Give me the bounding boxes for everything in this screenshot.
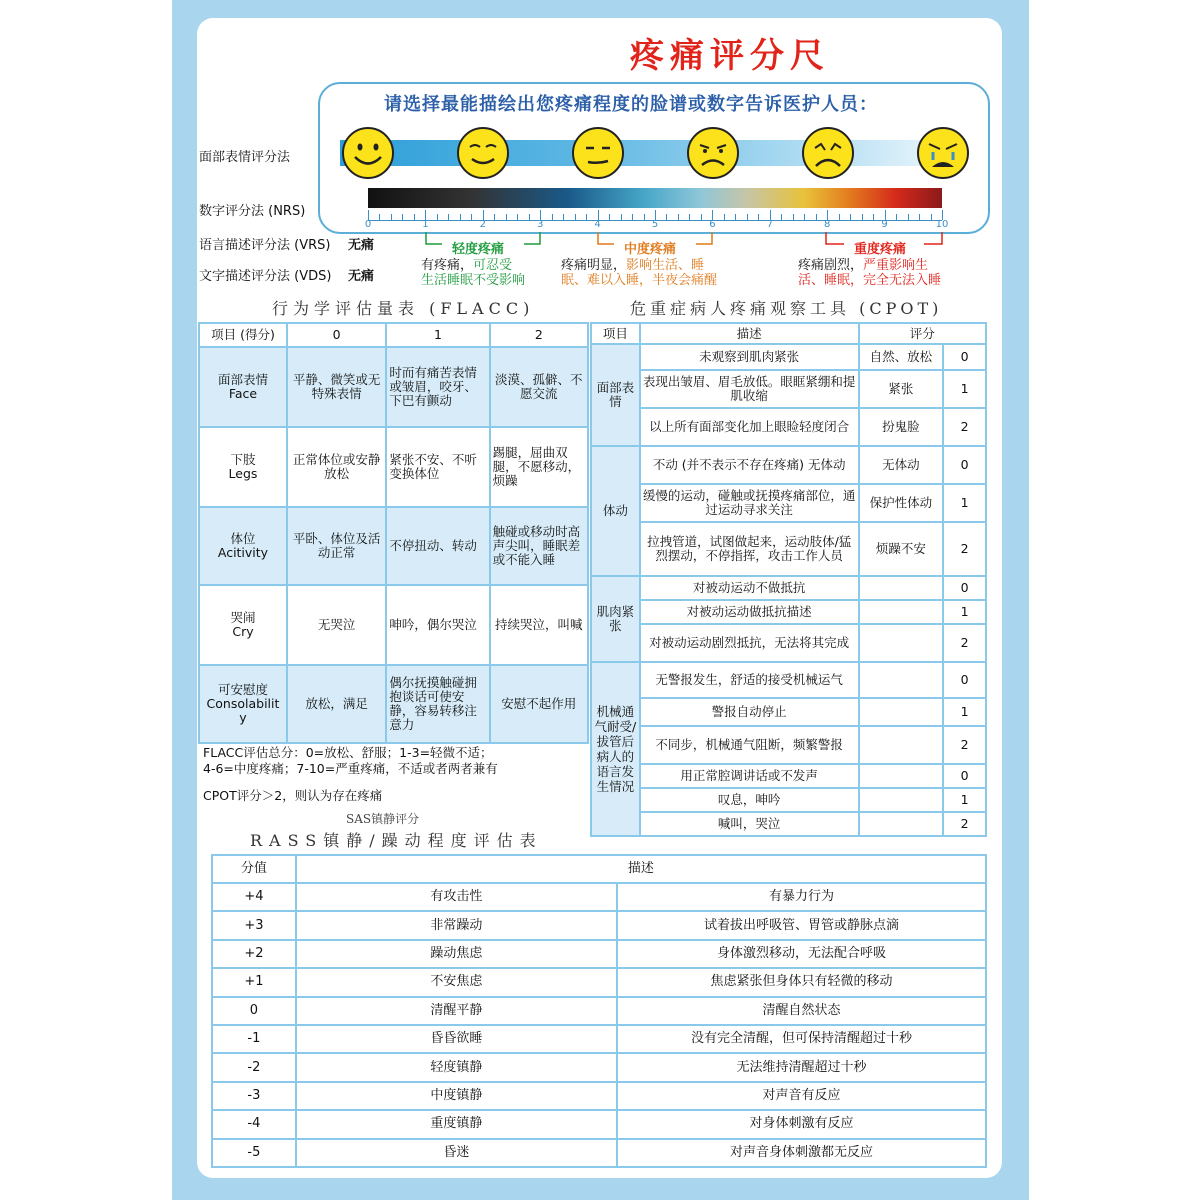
cpot-score: 0 [943, 446, 986, 484]
cpot-row [591, 484, 986, 522]
rass-description: 清醒自然状态 [617, 997, 986, 1025]
cpot-header-desc: 描述 [640, 323, 859, 344]
cpot-term: 保护性体动 [859, 484, 944, 522]
rass-description: 试着拔出呼吸管、胃管或静脉点滴 [617, 911, 986, 939]
cpot-desc: 对被动运动剧烈抵抗，无法将其完成 [640, 624, 859, 662]
rass-header-row [212, 855, 986, 883]
cpot-term [859, 662, 944, 698]
nrs-tick [862, 214, 863, 220]
nrs-tick [609, 214, 610, 220]
rass-score: -2 [212, 1053, 296, 1081]
nrs-tick [621, 214, 622, 220]
rass-state: 重度镇静 [296, 1110, 617, 1138]
nrs-tick [781, 214, 782, 220]
rass-row [212, 1025, 986, 1053]
flacc-item: 下肢 Legs [199, 427, 287, 507]
nrs-number: 4 [594, 219, 601, 230]
cpot-desc: 喊叫，哭泣 [640, 812, 859, 836]
cpot-row [591, 522, 986, 576]
rass-score: -1 [212, 1025, 296, 1053]
nrs-tick [632, 214, 633, 220]
cpot-item: 体动 [591, 446, 640, 576]
flacc-cell: 呻吟，偶尔哭泣 [386, 585, 489, 665]
rass-state: 清醒平静 [296, 997, 617, 1025]
flacc-note: FLACC评估总分：0=放松、舒服；1-3=轻微不适； 4-6=中度疼痛；7-10=严重疼痛，不适或者两者兼有 [203, 745, 498, 776]
flacc-cell: 时而有痛苦表情或皱眉，咬牙、下巴有颤动 [386, 347, 489, 427]
rass-row [212, 1110, 986, 1138]
nrs-number: 1 [422, 219, 429, 230]
face-8-icon [801, 126, 855, 180]
vrs-none: 无痛 [348, 238, 375, 253]
flacc-cell: 淡漠、孤僻、不愿交流 [490, 347, 588, 427]
cpot-term [859, 624, 944, 662]
cpot-row [591, 344, 986, 370]
nrs-number: 7 [766, 219, 773, 230]
nrs-number: 9 [881, 219, 888, 230]
flacc-cell: 无哭泣 [287, 585, 386, 665]
nrs-tick [666, 214, 667, 220]
cpot-score: 0 [943, 344, 986, 370]
cpot-row [591, 726, 986, 764]
cpot-term: 紧张 [859, 370, 944, 408]
cpot-score: 2 [943, 812, 986, 836]
flacc-header-0: 0 [287, 323, 386, 347]
cpot-item: 肌肉紧张 [591, 576, 640, 662]
cpot-score: 1 [943, 600, 986, 624]
cpot-score: 2 [943, 522, 986, 576]
cpot-note: CPOT评分＞2，则认为存在疼痛 [203, 788, 383, 803]
nrs-tick [689, 214, 690, 220]
flacc-cell: 持续哭泣，叫喊 [490, 585, 588, 665]
rass-state: 中度镇静 [296, 1082, 617, 1110]
rass-row [212, 883, 986, 911]
rass-header-score: 分值 [212, 855, 296, 883]
flacc-cell: 平卧、体位及活动正常 [287, 507, 386, 585]
nrs-tick [575, 214, 576, 220]
rass-description: 对声音身体刺激都无反应 [617, 1139, 986, 1167]
nrs-tick [758, 214, 759, 220]
nrs-tick [908, 214, 909, 220]
rass-state: 昏迷 [296, 1139, 617, 1167]
nrs-tick [735, 214, 736, 220]
nrs-tick [724, 214, 725, 220]
cpot-row [591, 446, 986, 484]
vrs-mild: 轻度疼痛 [452, 242, 505, 257]
cpot-desc: 无警报发生，舒适的接受机械运气 [640, 662, 859, 698]
cpot-score: 1 [943, 484, 986, 522]
cpot-score: 1 [943, 370, 986, 408]
cpot-term [859, 600, 944, 624]
nrs-tick [460, 214, 461, 220]
rass-score: +4 [212, 883, 296, 911]
cpot-term [859, 812, 944, 836]
nrs-tick [678, 214, 679, 220]
flacc-row-face [199, 347, 588, 427]
cpot-score: 0 [943, 576, 986, 600]
nrs-label: 数字评分法 (NRS) [199, 204, 306, 219]
nrs-number: 6 [709, 219, 716, 230]
rass-row [212, 1139, 986, 1167]
cpot-desc: 未观察到肌肉紧张 [640, 344, 859, 370]
vds-label: 文字描述评分法 (VDS) [199, 269, 332, 284]
cpot-desc: 叹息，呻吟 [640, 788, 859, 812]
cpot-term [859, 764, 944, 788]
cpot-row [591, 662, 986, 698]
rass-row [212, 997, 986, 1025]
page-title: 疼痛评分尺 [630, 36, 830, 76]
cpot-score: 2 [943, 726, 986, 764]
nrs-tick [529, 214, 530, 220]
cpot-desc: 警报自动停止 [640, 698, 859, 726]
flacc-row-cry [199, 585, 588, 665]
cpot-header-score: 评分 [859, 323, 986, 344]
sas-subtitle: SAS镇静评分 [346, 812, 420, 826]
cpot-desc: 表现出皱眉、眉毛放低。眼眶紧绷和提肌收缩 [640, 370, 859, 408]
nrs-tick [379, 214, 380, 220]
rass-row [212, 940, 986, 968]
flacc-item: 面部表情 Face [199, 347, 287, 427]
rass-state: 非常躁动 [296, 911, 617, 939]
cpot-desc: 用正常腔调讲话或不发声 [640, 764, 859, 788]
nrs-tick [793, 214, 794, 220]
flacc-row-activity [199, 507, 588, 585]
nrs-tick [414, 214, 415, 220]
face-0-icon [341, 126, 395, 180]
scale-instruction: 请选择最能描绘出您疼痛程度的脸谱或数字告诉医护人员： [384, 94, 878, 115]
flacc-item: 哭闹 Cry [199, 585, 287, 665]
cpot-row [591, 812, 986, 836]
rass-row [212, 1053, 986, 1081]
flacc-cell: 踢腿，屈曲双腿，不愿移动，烦躁 [490, 427, 588, 507]
vrs-label: 语言描述评分法 (VRS) [199, 238, 331, 253]
flacc-cell: 触碰或移动时高声尖叫，睡眠差或不能入睡 [490, 507, 588, 585]
faces-scale-label: 面部表情评分法 [199, 150, 291, 165]
cpot-term [859, 698, 944, 726]
rass-score: +1 [212, 968, 296, 996]
flacc-cell: 正常体位或安静放松 [287, 427, 386, 507]
flacc-item: 体位 Acitivity [199, 507, 287, 585]
cpot-term [859, 726, 944, 764]
cpot-item: 机械通气耐受/拔管后病人的语言发生情况 [591, 662, 640, 836]
cpot-desc: 对被动运动不做抵抗 [640, 576, 859, 600]
nrs-tick [850, 214, 851, 220]
cpot-desc: 缓慢的运动，碰触或抚摸疼痛部位，通过运动寻求关注 [640, 484, 859, 522]
flacc-header-2: 2 [490, 323, 588, 347]
cpot-header-row [591, 323, 986, 344]
flacc-table [198, 322, 589, 744]
nrs-number: 3 [537, 219, 544, 230]
flacc-cell: 偶尔抚摸触碰拥抱谈话可使安静，容易转移注意力 [386, 665, 489, 743]
cpot-desc: 对被动运动做抵抗描述 [640, 600, 859, 624]
rass-row [212, 1082, 986, 1110]
rass-description: 没有完全清醒，但可保持清醒超过十秒 [617, 1025, 986, 1053]
rass-heading: RASS镇静/躁动程度评估表 [250, 831, 543, 850]
cpot-desc: 拉拽管道，试图做起来，运动肢体/猛烈摆动，不停指挥，攻击工作人员 [640, 522, 859, 576]
nrs-tick [701, 214, 702, 220]
nrs-number: 10 [935, 219, 949, 230]
face-6-icon [686, 126, 740, 180]
vrs-severe: 重度疼痛 [854, 242, 907, 257]
rass-header-desc: 描述 [296, 855, 986, 883]
rass-state: 昏昏欲睡 [296, 1025, 617, 1053]
nrs-tick [506, 214, 507, 220]
flacc-cell: 放松，满足 [287, 665, 386, 743]
nrs-number: 0 [364, 219, 372, 230]
nrs-tick [896, 214, 897, 220]
vds-none: 无痛 [348, 269, 375, 284]
nrs-tick [402, 214, 403, 220]
nrs-color-bar [368, 188, 942, 208]
cpot-row [591, 576, 986, 600]
cpot-row [591, 624, 986, 662]
flacc-row-legs [199, 427, 588, 507]
rass-score: +2 [212, 940, 296, 968]
cpot-desc: 以上所有面部变化加上眼睑轻度闭合 [640, 408, 859, 446]
nrs-number: 2 [479, 219, 486, 230]
nrs-tick [552, 214, 553, 220]
rass-description: 对身体刺激有反应 [617, 1110, 986, 1138]
cpot-header-item: 项目 [591, 323, 640, 344]
flacc-cell: 平静、微笑或无特殊表情 [287, 347, 386, 427]
rass-score: -4 [212, 1110, 296, 1138]
flacc-heading: 行为学评估量表 (FLACC) [272, 299, 535, 318]
face-10-icon [916, 126, 970, 180]
cpot-item: 面部表情 [591, 344, 640, 446]
flacc-header-item: 项目 (得分) [199, 323, 287, 347]
cpot-term [859, 576, 944, 600]
vds-moderate: 疼痛明显，影响生活、睡 眠、难以入睡，半夜会痛醒 [561, 258, 718, 288]
vrs-moderate: 中度疼痛 [624, 242, 677, 257]
cpot-desc: 不动 (并不表示不存在疼痛) 无体动 [640, 446, 859, 484]
nrs-tick [391, 214, 392, 220]
face-2-icon [456, 126, 510, 180]
cpot-term: 烦躁不安 [859, 522, 944, 576]
cpot-score: 0 [943, 662, 986, 698]
cpot-score: 2 [943, 408, 986, 446]
cpot-term [859, 788, 944, 812]
cpot-row [591, 698, 986, 726]
rass-score: +3 [212, 911, 296, 939]
cpot-row [591, 600, 986, 624]
flacc-item: 可安慰度 Consolability [199, 665, 287, 743]
nrs-tick [586, 214, 587, 220]
nrs-tick [747, 214, 748, 220]
rass-state: 有攻击性 [296, 883, 617, 911]
cpot-row [591, 764, 986, 788]
rass-description: 身体激烈移动，无法配合呼吸 [617, 940, 986, 968]
cpot-table [590, 322, 987, 837]
face-4-icon [571, 126, 625, 180]
rass-description: 对声音有反应 [617, 1082, 986, 1110]
nrs-tick [563, 214, 564, 220]
cpot-row [591, 788, 986, 812]
vds-mild: 有疼痛，可忍受 生活睡眠不受影响 [421, 258, 526, 288]
cpot-term: 自然、放松 [859, 344, 944, 370]
flacc-cell: 紧张不安、不听变换体位 [386, 427, 489, 507]
cpot-term: 无体动 [859, 446, 944, 484]
rass-score: 0 [212, 997, 296, 1025]
rass-state: 躁动焦虑 [296, 940, 617, 968]
cpot-desc: 不同步，机械通气阻断，频繁警报 [640, 726, 859, 764]
nrs-tick [839, 214, 840, 220]
nrs-tick [517, 214, 518, 220]
nrs-tick [931, 214, 932, 220]
nrs-tick [437, 214, 438, 220]
cpot-row [591, 370, 986, 408]
cpot-term: 扮鬼脸 [859, 408, 944, 446]
rass-state: 不安焦虑 [296, 968, 617, 996]
rass-row [212, 968, 986, 996]
vds-severe: 疼痛剧烈，严重影响生 活、睡眠，完全无法入睡 [798, 258, 942, 288]
nrs-tick [873, 214, 874, 220]
rass-description: 无法维持清醒超过十秒 [617, 1053, 986, 1081]
nrs-number: 8 [824, 219, 831, 230]
rass-row [212, 911, 986, 939]
nrs-tick [448, 214, 449, 220]
nrs-tick [816, 214, 817, 220]
nrs-tick [644, 214, 645, 220]
nrs-tick [494, 214, 495, 220]
flacc-header-1: 1 [386, 323, 489, 347]
nrs-tick [919, 214, 920, 220]
cpot-heading: 危重症病人疼痛观察工具 (CPOT) [630, 299, 943, 318]
cpot-score: 2 [943, 624, 986, 662]
rass-score: -3 [212, 1082, 296, 1110]
rass-score: -5 [212, 1139, 296, 1167]
rass-table [211, 854, 987, 1168]
rass-state: 轻度镇静 [296, 1053, 617, 1081]
cpot-row [591, 408, 986, 446]
flacc-cell: 安慰不起作用 [490, 665, 588, 743]
cpot-score: 1 [943, 788, 986, 812]
nrs-tick [471, 214, 472, 220]
flacc-cell: 不停扭动、转动 [386, 507, 489, 585]
flacc-row-consolability [199, 665, 588, 743]
rass-description: 有暴力行为 [617, 883, 986, 911]
cpot-score: 1 [943, 698, 986, 726]
rass-description: 焦虑紧张但身体只有轻微的移动 [617, 968, 986, 996]
nrs-number: 5 [651, 219, 659, 230]
flacc-header-row [199, 323, 588, 347]
cpot-score: 0 [943, 764, 986, 788]
nrs-tick [804, 214, 805, 220]
